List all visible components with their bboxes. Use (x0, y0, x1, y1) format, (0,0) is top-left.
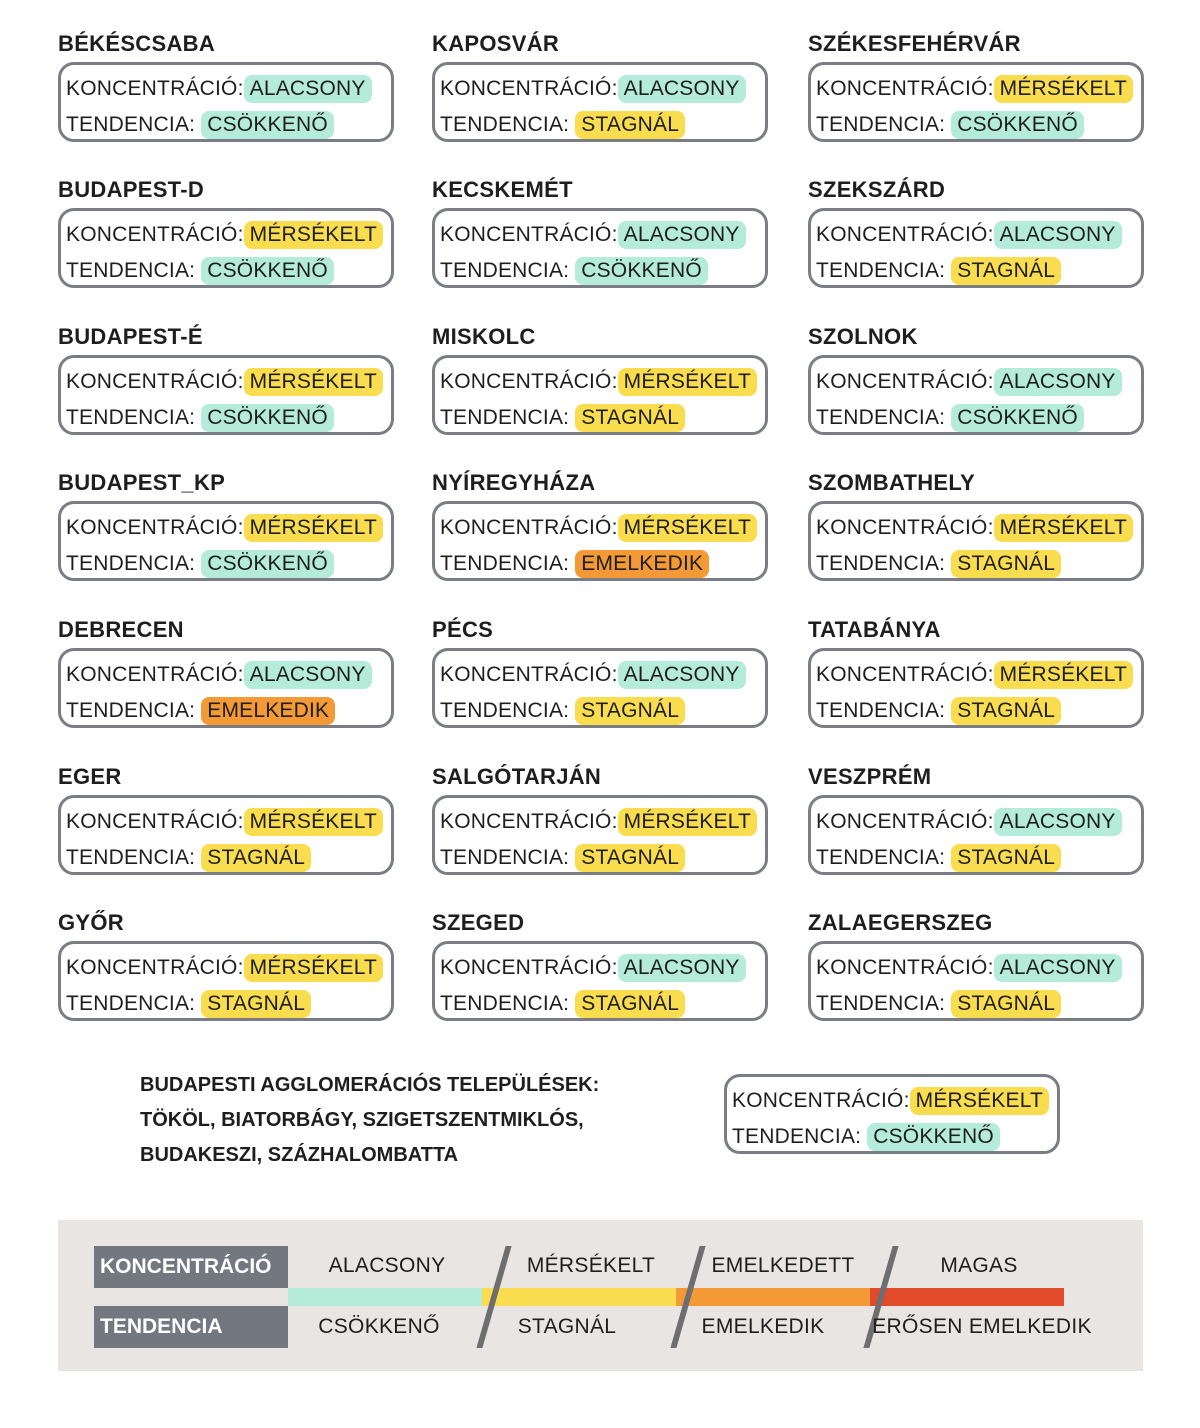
trend-row (440, 400, 765, 436)
city-name: TATABÁNYA (808, 617, 941, 642)
concentration-badge: ALACSONY (618, 954, 746, 982)
trend-label: TENDENCIA: (816, 699, 946, 722)
status-box (58, 355, 394, 435)
concentration-label: KONCENTRÁCIÓ: (66, 77, 244, 100)
trend-label: TENDENCIA: (816, 113, 946, 136)
city-name: KAPOSVÁR (432, 31, 560, 56)
concentration-row (440, 364, 765, 400)
status-box (432, 941, 768, 1021)
trend-row (816, 546, 1141, 582)
trend-badge: EMELKEDIK (575, 550, 709, 578)
trend-label: TENDENCIA: (66, 552, 196, 575)
city-card (58, 32, 394, 142)
trend-row (440, 107, 765, 143)
concentration-row (66, 950, 391, 986)
concentration-label: KONCENTRÁCIÓ: (440, 223, 618, 246)
trend-badge: CSÖKKENŐ (867, 1123, 1000, 1151)
trend-row (816, 107, 1141, 143)
legend-trend-stagnant: STAGNÁL (517, 1315, 617, 1338)
trend-label: TENDENCIA: (816, 259, 946, 282)
trend-row (66, 400, 391, 436)
concentration-label: KONCENTRÁCIÓ: (66, 663, 244, 686)
trend-label: TENDENCIA: (816, 992, 946, 1015)
trend-row (440, 253, 765, 289)
agglomeration-line: TÖKÖL, BIATORBÁGY, SZIGETSZENTMIKLÓS, (140, 1109, 584, 1131)
trend-badge: CSÖKKENŐ (575, 257, 708, 285)
legend-concentration-elevated: EMELKEDETT (711, 1254, 855, 1277)
status-box (58, 208, 394, 288)
status-box (432, 208, 768, 288)
status-box (432, 355, 768, 435)
trend-label: TENDENCIA: (732, 1125, 862, 1148)
trend-badge: STAGNÁL (951, 697, 1061, 725)
city-name: ZALAEGERSZEG (808, 910, 993, 935)
concentration-badge: MÉRSÉKELT (618, 808, 757, 836)
city-name: VESZPRÉM (808, 764, 932, 789)
concentration-row (440, 950, 765, 986)
status-box (808, 795, 1144, 875)
city-name: PÉCS (432, 617, 494, 642)
concentration-row (440, 804, 765, 840)
trend-badge: STAGNÁL (575, 990, 685, 1018)
concentration-row (66, 217, 391, 253)
trend-badge: STAGNÁL (951, 844, 1061, 872)
legend-concentration-high: MAGAS (940, 1254, 1018, 1277)
concentration-badge: MÉRSÉKELT (244, 514, 383, 542)
concentration-badge: ALACSONY (244, 661, 372, 689)
city-name: BÉKÉSCSABA (58, 31, 216, 56)
status-box (808, 501, 1144, 581)
trend-row (816, 253, 1141, 289)
trend-label: TENDENCIA: (816, 406, 946, 429)
concentration-badge: MÉRSÉKELT (244, 221, 383, 249)
concentration-row (816, 950, 1141, 986)
concentration-label: KONCENTRÁCIÓ: (816, 223, 994, 246)
trend-badge: CSÖKKENŐ (951, 111, 1084, 139)
concentration-badge: MÉRSÉKELT (994, 514, 1133, 542)
trend-badge: STAGNÁL (951, 990, 1061, 1018)
city-card (432, 325, 768, 435)
city-name: DEBRECEN (58, 617, 184, 642)
trend-badge: STAGNÁL (201, 844, 311, 872)
city-card (58, 178, 394, 288)
status-box (724, 1074, 1060, 1154)
legend-concentration-moderate: MÉRSÉKELT (526, 1254, 656, 1277)
concentration-row (66, 364, 391, 400)
status-box (808, 648, 1144, 728)
concentration-row (732, 1083, 1057, 1119)
concentration-label: KONCENTRÁCIÓ: (66, 223, 244, 246)
trend-label: TENDENCIA: (66, 992, 196, 1015)
status-box (58, 501, 394, 581)
legend-bar-high (870, 1288, 1064, 1306)
trend-row (66, 253, 391, 289)
concentration-label: KONCENTRÁCIÓ: (816, 663, 994, 686)
concentration-badge: MÉRSÉKELT (994, 75, 1133, 103)
trend-badge: STAGNÁL (951, 550, 1061, 578)
city-name: SZEGED (432, 910, 525, 935)
city-card (808, 911, 1144, 1021)
concentration-label: KONCENTRÁCIÓ: (440, 516, 618, 539)
legend-concentration-low: ALACSONY (328, 1254, 446, 1277)
concentration-badge: ALACSONY (618, 661, 746, 689)
concentration-label: KONCENTRÁCIÓ: (440, 810, 618, 833)
trend-label: TENDENCIA: (816, 552, 946, 575)
concentration-badge: MÉRSÉKELT (994, 661, 1133, 689)
trend-badge: CSÖKKENŐ (201, 257, 334, 285)
trend-row (440, 546, 765, 582)
city-name: SZEKSZÁRD (808, 177, 946, 202)
trend-label: TENDENCIA: (440, 552, 570, 575)
trend-badge: STAGNÁL (575, 111, 685, 139)
city-card (58, 911, 394, 1021)
trend-badge: STAGNÁL (575, 404, 685, 432)
concentration-badge: MÉRSÉKELT (910, 1087, 1049, 1115)
concentration-row (816, 804, 1141, 840)
trend-badge: CSÖKKENŐ (201, 404, 334, 432)
city-card (432, 32, 768, 142)
concentration-label: KONCENTRÁCIÓ: (440, 663, 618, 686)
concentration-badge: MÉRSÉKELT (244, 368, 383, 396)
trend-row (816, 400, 1141, 436)
status-box (432, 501, 768, 581)
city-name: BUDAPEST-É (58, 324, 203, 349)
concentration-badge: ALACSONY (994, 954, 1122, 982)
trend-badge: EMELKEDIK (201, 697, 335, 725)
concentration-row (440, 217, 765, 253)
city-card (432, 178, 768, 288)
trend-label: TENDENCIA: (440, 846, 570, 869)
trend-badge: STAGNÁL (201, 990, 311, 1018)
trend-label: TENDENCIA: (440, 992, 570, 1015)
concentration-label: KONCENTRÁCIÓ: (66, 516, 244, 539)
concentration-badge: ALACSONY (618, 75, 746, 103)
city-name: BUDAPEST-D (58, 177, 205, 202)
agglomeration-status-card (724, 1074, 1060, 1154)
legend-trend-header: TENDENCIA (94, 1306, 288, 1348)
status-box (58, 648, 394, 728)
status-box (808, 62, 1144, 142)
agglomeration-line: BUDAKESZI, SZÁZHALOMBATTA (140, 1144, 459, 1166)
city-name: BUDAPEST_KP (58, 470, 226, 495)
concentration-row (816, 657, 1141, 693)
trend-row (440, 986, 765, 1022)
agglomeration-line: BUDAPESTI AGGLOMERÁCIÓS TELEPÜLÉSEK: (140, 1074, 600, 1096)
city-name: GYŐR (58, 910, 124, 935)
trend-row (816, 840, 1141, 876)
city-name: SZÉKESFEHÉRVÁR (808, 31, 1021, 56)
trend-label: TENDENCIA: (66, 259, 196, 282)
concentration-row (816, 364, 1141, 400)
legend-bar-elevated (676, 1288, 870, 1306)
concentration-row (440, 71, 765, 107)
city-name: MISKOLC (432, 324, 536, 349)
city-card (808, 178, 1144, 288)
concentration-row (66, 510, 391, 546)
city-card (808, 471, 1144, 581)
city-card (58, 765, 394, 875)
city-name: SZOLNOK (808, 324, 918, 349)
legend-bar-moderate (482, 1288, 676, 1306)
city-card (432, 618, 768, 728)
concentration-label: KONCENTRÁCIÓ: (66, 370, 244, 393)
city-name: NYÍREGYHÁZA (432, 470, 596, 495)
concentration-badge: ALACSONY (244, 75, 372, 103)
concentration-row (440, 657, 765, 693)
concentration-label: KONCENTRÁCIÓ: (816, 370, 994, 393)
concentration-badge: ALACSONY (618, 221, 746, 249)
trend-row (66, 840, 391, 876)
trend-row (66, 693, 391, 729)
status-box (432, 62, 768, 142)
city-card (58, 471, 394, 581)
trend-badge: STAGNÁL (575, 697, 685, 725)
trend-label: TENDENCIA: (66, 846, 196, 869)
concentration-row (66, 804, 391, 840)
concentration-badge: ALACSONY (994, 368, 1122, 396)
status-box (432, 648, 768, 728)
trend-label: TENDENCIA: (816, 846, 946, 869)
concentration-label: KONCENTRÁCIÓ: (440, 956, 618, 979)
trend-row (440, 840, 765, 876)
trend-label: TENDENCIA: (66, 699, 196, 722)
concentration-row (440, 510, 765, 546)
city-card (808, 32, 1144, 142)
trend-badge: CSÖKKENŐ (201, 550, 334, 578)
concentration-row (816, 217, 1141, 253)
status-box (58, 62, 394, 142)
concentration-row (816, 510, 1141, 546)
legend-trend-decreasing: CSÖKKENŐ (318, 1315, 440, 1338)
status-box (432, 795, 768, 875)
concentration-badge: ALACSONY (994, 221, 1122, 249)
trend-row (816, 986, 1141, 1022)
status-box (58, 941, 394, 1021)
city-card (432, 471, 768, 581)
city-card (58, 618, 394, 728)
concentration-badge: MÉRSÉKELT (244, 954, 383, 982)
status-box (808, 941, 1144, 1021)
city-name: EGER (58, 764, 122, 789)
city-name: KECSKEMÉT (432, 177, 573, 202)
trend-row (440, 693, 765, 729)
concentration-badge: MÉRSÉKELT (244, 808, 383, 836)
concentration-label: KONCENTRÁCIÓ: (816, 77, 994, 100)
concentration-row (66, 657, 391, 693)
concentration-label: KONCENTRÁCIÓ: (816, 810, 994, 833)
concentration-badge: ALACSONY (994, 808, 1122, 836)
status-box (808, 208, 1144, 288)
concentration-row (66, 71, 391, 107)
city-card (808, 765, 1144, 875)
concentration-label: KONCENTRÁCIÓ: (66, 810, 244, 833)
trend-label: TENDENCIA: (440, 113, 570, 136)
trend-label: TENDENCIA: (66, 406, 196, 429)
trend-row (66, 107, 391, 143)
concentration-label: KONCENTRÁCIÓ: (816, 516, 994, 539)
concentration-label: KONCENTRÁCIÓ: (732, 1089, 910, 1112)
trend-row (66, 986, 391, 1022)
concentration-label: KONCENTRÁCIÓ: (440, 77, 618, 100)
trend-label: TENDENCIA: (440, 259, 570, 282)
trend-badge: STAGNÁL (951, 257, 1061, 285)
city-card (808, 618, 1144, 728)
concentration-label: KONCENTRÁCIÓ: (440, 370, 618, 393)
city-name: SALGÓTARJÁN (432, 764, 602, 789)
city-card (432, 911, 768, 1021)
trend-badge: STAGNÁL (575, 844, 685, 872)
status-box (58, 795, 394, 875)
legend (58, 1220, 1143, 1371)
trend-label: TENDENCIA: (440, 699, 570, 722)
legend-trend-rising: EMELKEDIK (701, 1315, 825, 1338)
concentration-label: KONCENTRÁCIÓ: (816, 956, 994, 979)
agglomeration-caption (140, 1068, 700, 1173)
concentration-badge: MÉRSÉKELT (618, 368, 757, 396)
city-card (432, 765, 768, 875)
concentration-badge: MÉRSÉKELT (618, 514, 757, 542)
trend-label: TENDENCIA: (440, 406, 570, 429)
trend-label: TENDENCIA: (66, 113, 196, 136)
status-box (808, 355, 1144, 435)
trend-row (732, 1119, 1057, 1155)
legend-bar-low (288, 1288, 482, 1306)
trend-row (816, 693, 1141, 729)
city-card (58, 325, 394, 435)
trend-badge: CSÖKKENŐ (201, 111, 334, 139)
trend-row (66, 546, 391, 582)
legend-concentration-header: KONCENTRÁCIÓ (94, 1246, 288, 1288)
city-name: SZOMBATHELY (808, 470, 976, 495)
city-card (808, 325, 1144, 435)
concentration-label: KONCENTRÁCIÓ: (66, 956, 244, 979)
legend-trend-strongly-rising: ERŐSEN EMELKEDIK (872, 1315, 1092, 1338)
concentration-row (816, 71, 1141, 107)
trend-badge: CSÖKKENŐ (951, 404, 1084, 432)
